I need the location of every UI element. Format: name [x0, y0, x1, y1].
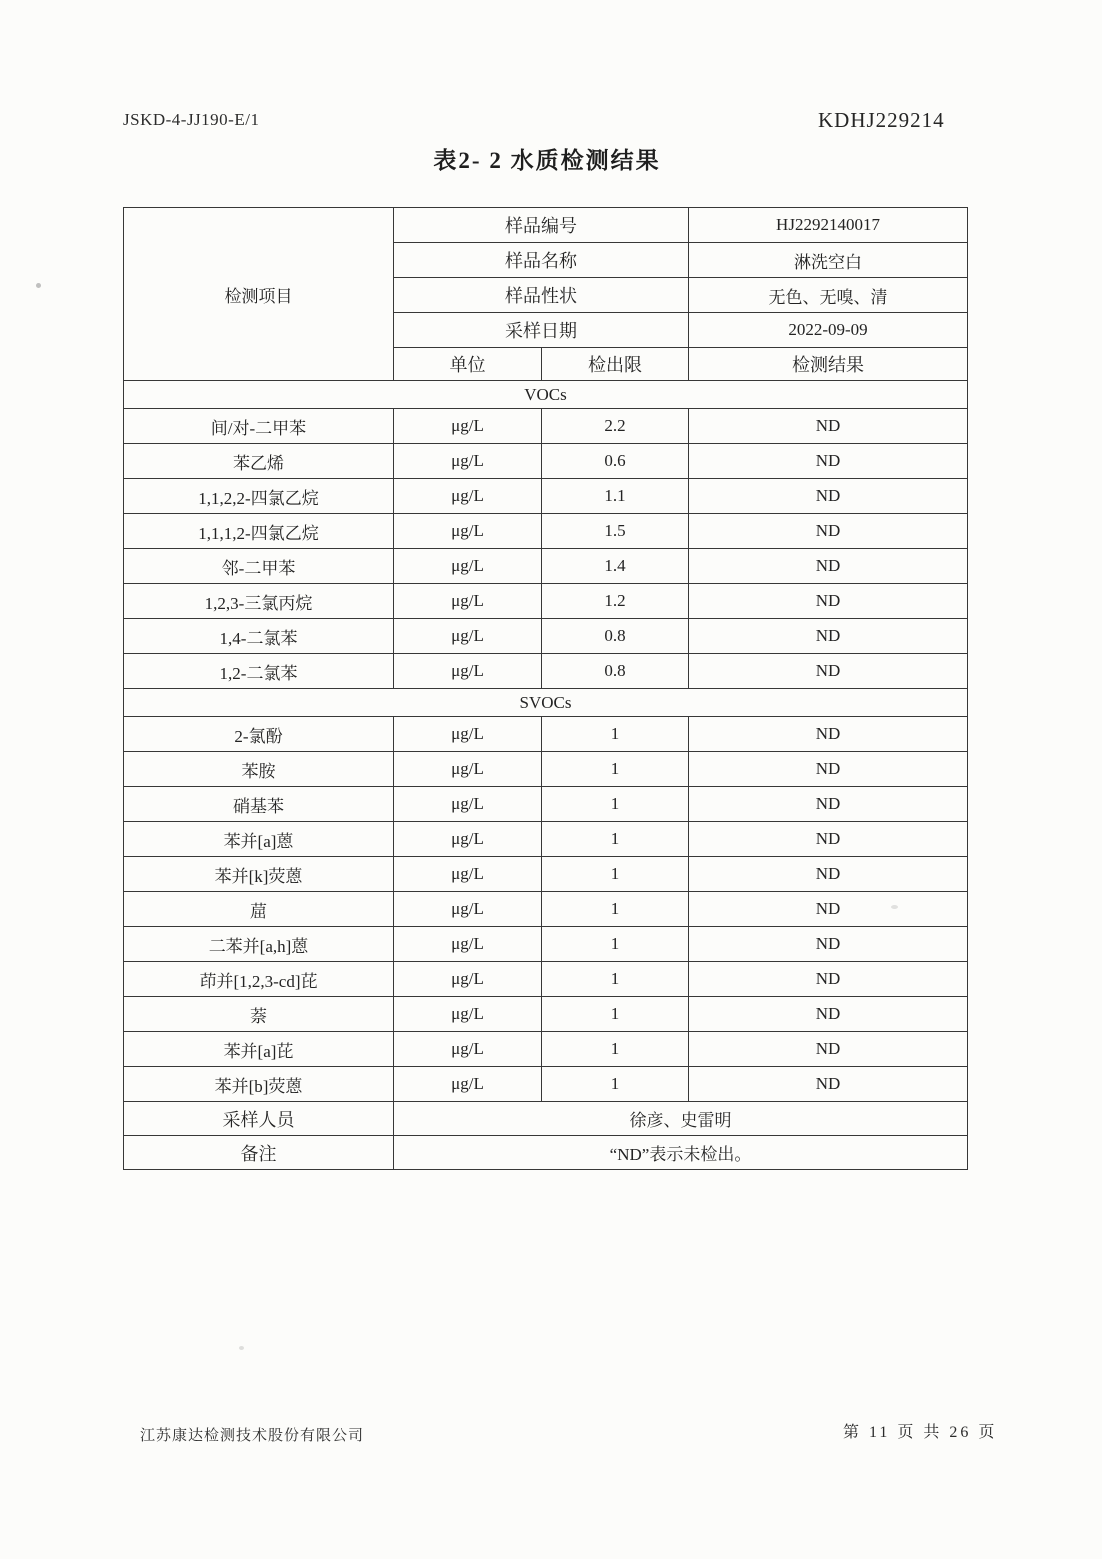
result-cell: ND — [689, 584, 968, 619]
footer-company-name: 江苏康达检测技术股份有限公司 — [140, 1428, 365, 1444]
param-cell: 苯并[k]荧蒽 — [124, 857, 394, 892]
unit-cell: μg/L — [394, 717, 542, 752]
table-row — [124, 654, 968, 689]
info-label: 样品编号 — [394, 208, 689, 243]
unit-cell: μg/L — [394, 409, 542, 444]
result-cell: ND — [689, 857, 968, 892]
unit-cell: μg/L — [394, 997, 542, 1032]
result-cell: ND — [689, 997, 968, 1032]
param-cell: 硝基苯 — [124, 787, 394, 822]
info-value: 2022-09-09 — [689, 313, 968, 348]
limit-cell: 1 — [542, 927, 689, 962]
scan-speck — [36, 283, 41, 288]
unit-cell: μg/L — [394, 1032, 542, 1067]
param-cell: 1,2,3-三氯丙烷 — [124, 584, 394, 619]
table-row — [124, 752, 968, 787]
table-row — [124, 822, 968, 857]
result-cell: ND — [689, 409, 968, 444]
table-row — [124, 787, 968, 822]
table-row — [124, 514, 968, 549]
info-label: 样品名称 — [394, 243, 689, 278]
result-cell: ND — [689, 619, 968, 654]
unit-cell: μg/L — [394, 1067, 542, 1102]
table-row — [124, 962, 968, 997]
result-cell: ND — [689, 787, 968, 822]
table-row — [124, 892, 968, 927]
report-number: KDHJ229214 — [818, 108, 945, 132]
param-cell: 苯并[a]蒽 — [124, 822, 394, 857]
limit-cell: 1 — [542, 962, 689, 997]
result-cell: ND — [689, 654, 968, 689]
unit-cell: μg/L — [394, 444, 542, 479]
table-row — [124, 857, 968, 892]
column-header-unit: 单位 — [394, 348, 542, 381]
unit-cell: μg/L — [394, 584, 542, 619]
info-value: HJ2292140017 — [689, 208, 968, 243]
result-cell: ND — [689, 892, 968, 927]
limit-cell: 1 — [542, 787, 689, 822]
unit-cell: μg/L — [394, 787, 542, 822]
param-cell: 苯胺 — [124, 752, 394, 787]
document-code: JSKD-4-JJ190-E/1 — [123, 110, 260, 129]
table-row — [124, 927, 968, 962]
limit-cell: 1 — [542, 822, 689, 857]
table-row — [124, 717, 968, 752]
footer-value: “ND”表示未检出。 — [394, 1136, 968, 1170]
table-row — [124, 619, 968, 654]
info-label: 采样日期 — [394, 313, 689, 348]
limit-cell: 1 — [542, 857, 689, 892]
param-cell: 苯乙烯 — [124, 444, 394, 479]
unit-cell: μg/L — [394, 514, 542, 549]
limit-cell: 1 — [542, 1067, 689, 1102]
limit-cell: 1 — [542, 752, 689, 787]
param-cell: 䓛 — [124, 892, 394, 927]
scan-speck — [891, 905, 898, 909]
limit-cell: 1.2 — [542, 584, 689, 619]
param-cell: 1,4-二氯苯 — [124, 619, 394, 654]
result-cell: ND — [689, 717, 968, 752]
limit-cell: 1.5 — [542, 514, 689, 549]
limit-cell: 1 — [542, 997, 689, 1032]
limit-cell: 1 — [542, 717, 689, 752]
table-row — [124, 1067, 968, 1102]
result-cell: ND — [689, 1067, 968, 1102]
unit-cell: μg/L — [394, 479, 542, 514]
param-cell: 茚并[1,2,3-cd]芘 — [124, 962, 394, 997]
footer-label: 备注 — [124, 1136, 394, 1170]
table-row — [124, 479, 968, 514]
param-cell: 苯并[b]荧蒽 — [124, 1067, 394, 1102]
param-cell: 间/对-二甲苯 — [124, 409, 394, 444]
param-cell: 1,1,1,2-四氯乙烷 — [124, 514, 394, 549]
unit-cell: μg/L — [394, 927, 542, 962]
table-row — [124, 409, 968, 444]
table-footer-block — [124, 1102, 968, 1170]
limit-cell: 0.6 — [542, 444, 689, 479]
limit-cell: 0.8 — [542, 654, 689, 689]
project-header-cell: 检测项目 — [124, 208, 394, 381]
footer-page-number: 第 11 页 共 26 页 — [843, 1424, 998, 1441]
unit-cell: μg/L — [394, 619, 542, 654]
param-cell: 1,1,2,2-四氯乙烷 — [124, 479, 394, 514]
result-cell: ND — [689, 822, 968, 857]
unit-cell: μg/L — [394, 822, 542, 857]
limit-cell: 1 — [542, 892, 689, 927]
result-cell: ND — [689, 514, 968, 549]
result-cell: ND — [689, 927, 968, 962]
result-cell: ND — [689, 444, 968, 479]
limit-cell: 1.4 — [542, 549, 689, 584]
column-header-result: 检测结果 — [689, 348, 968, 381]
param-cell: 1,2-二氯苯 — [124, 654, 394, 689]
page-title: 表2- 2 水质检测结果 — [433, 148, 661, 173]
table-row — [124, 1136, 968, 1170]
results-table-container — [123, 207, 968, 1170]
table-row — [124, 208, 968, 243]
table-row — [124, 1102, 968, 1136]
param-cell: 2-氯酚 — [124, 717, 394, 752]
unit-cell: μg/L — [394, 654, 542, 689]
section-label: VOCs — [124, 381, 968, 409]
param-cell: 萘 — [124, 997, 394, 1032]
table-row — [124, 1032, 968, 1067]
param-cell: 二苯并[a,h]蒽 — [124, 927, 394, 962]
limit-cell: 0.8 — [542, 619, 689, 654]
unit-cell: μg/L — [394, 857, 542, 892]
unit-cell: μg/L — [394, 549, 542, 584]
table-row — [124, 584, 968, 619]
result-cell: ND — [689, 549, 968, 584]
limit-cell: 1 — [542, 1032, 689, 1067]
table-sections — [124, 381, 968, 1102]
result-cell: ND — [689, 1032, 968, 1067]
section-label: SVOCs — [124, 689, 968, 717]
param-cell: 苯并[a]芘 — [124, 1032, 394, 1067]
table-row — [124, 997, 968, 1032]
table-head-block — [124, 208, 968, 381]
unit-cell: μg/L — [394, 752, 542, 787]
info-value: 无色、无嗅、清 — [689, 278, 968, 313]
info-label: 样品性状 — [394, 278, 689, 313]
result-cell: ND — [689, 752, 968, 787]
section-row — [124, 689, 968, 717]
column-header-detection-limit: 检出限 — [542, 348, 689, 381]
unit-cell: μg/L — [394, 892, 542, 927]
info-value: 淋洗空白 — [689, 243, 968, 278]
limit-cell: 1.1 — [542, 479, 689, 514]
footer-label: 采样人员 — [124, 1102, 394, 1136]
result-cell: ND — [689, 962, 968, 997]
section-row — [124, 381, 968, 409]
unit-cell: μg/L — [394, 962, 542, 997]
table-row — [124, 444, 968, 479]
footer-value: 徐彦、史雷明 — [394, 1102, 968, 1136]
result-cell: ND — [689, 479, 968, 514]
table-row — [124, 549, 968, 584]
param-cell: 邻-二甲苯 — [124, 549, 394, 584]
limit-cell: 2.2 — [542, 409, 689, 444]
water-quality-result-table — [123, 207, 968, 1170]
scan-speck — [239, 1346, 244, 1350]
